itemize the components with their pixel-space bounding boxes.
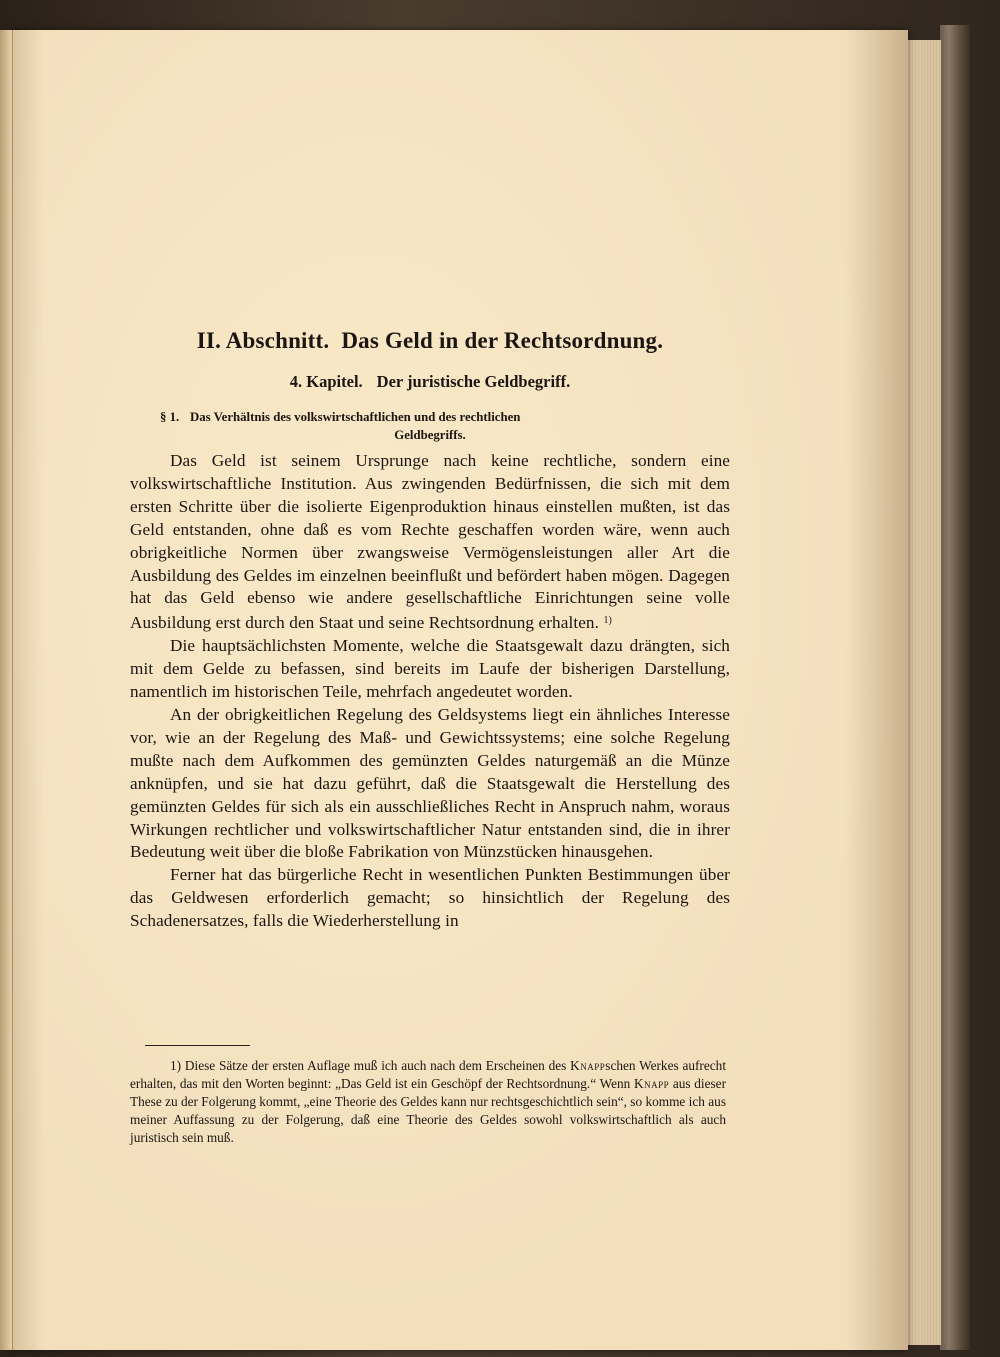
footnote bbox=[130, 1057, 726, 1147]
book-binding bbox=[940, 25, 970, 1350]
paragraph-heading-line1: Das Verhältnis des volkswirtschaftlichen und des rechtlichen bbox=[190, 410, 521, 424]
page-edges bbox=[905, 40, 941, 1345]
footnote-marker: 1) bbox=[170, 1058, 182, 1073]
body-paragraph-2: Die hauptsächlichsten Momente, welche die Staatsgewalt dazu drängten, sich mit dem Gelde zu befassen, sind bereits im Laufe der bisherigen Darstellung, namentlich im historischen Teile, mehrfach angedeutet worden. bbox=[130, 636, 730, 702]
chapter-title-number: 4. Kapitel. bbox=[289, 372, 363, 391]
section-title bbox=[130, 328, 730, 354]
paragraph-number: § 1. bbox=[160, 410, 180, 424]
section-title-text: Das Geld in der Rechtsordnung. bbox=[341, 328, 664, 353]
paragraph-heading bbox=[130, 408, 730, 444]
chapter-title-text: Der juristische Geldbegriff. bbox=[376, 372, 571, 391]
footnote-divider bbox=[145, 1045, 250, 1046]
body-paragraph-4: Ferner hat das bürgerliche Recht in wesentlichen Punkten Bestimmungen über das Geldwesen erforderlich gemacht; so hinsichtlich der Regelung des Schadenersatzes, falls die Wiederherstellung in bbox=[130, 865, 730, 931]
body-paragraph-1-text: Das Geld ist seinem Ursprunge nach keine rechtliche, sondern eine volkswirtschaftliche Institution. Aus zwingenden Bedürfnissen, die sich mit dem ersten Schritte über die isolierte Eigenproduktion hinaus einstellen mußten, ist das Geld entstanden, ohne daß es vom Rechte geschaffen worden wäre, wenn auch obrigkeitliche Normen über zwangsweise Vermögensleistungen aller Art die Ausbildung des Geldes im einzelnen beeinflußt und befördert haben mögen. Dagegen hat das Geld ebenso wie andere gesellschaftliche Einrichtungen seine volle Ausbildung erst durch den Staat und seine Rechtsordnung erhalten. bbox=[130, 451, 730, 633]
body-paragraph-3: An der obrigkeitlichen Regelung des Geldsystems liegt ein ähnliches Interesse vor, wie an der Regelung des Maß- und Gewichtssystems; eine solche Regelung mußte nach dem Aufkommen des gemünzten Geldes naturgemäß an die Münze anknüpfen, und sie hat dazu geführt, daß die Staatsgewalt die Herstellung des gemünzten Geldes für sich als ein ausschließliches Recht in Anspruch nahm, woraus Wirkungen rechtlicher und volkswirtschaftlicher Natur entstanden sind, die in ihrer Bedeutung weit über die bloße Fabrikation von Münzstücken hinausgehen. bbox=[130, 704, 730, 862]
chapter-title bbox=[130, 372, 730, 392]
footnote-author-2: Knapp bbox=[634, 1076, 670, 1091]
paragraph-heading-line2: Geldbegriffs. bbox=[394, 428, 466, 442]
body-paragraph-1 bbox=[130, 450, 730, 635]
footnote-reference: 1) bbox=[603, 615, 612, 627]
page-content bbox=[130, 328, 730, 933]
footnote-author-1: Knapp bbox=[570, 1058, 606, 1073]
footnote-text-c: aus dieser These zu der Folgerung kommt, „eine Theorie des Geldes kann nur rechtsgeschichtlich sein“, so komme ich aus meiner Auffassung zu der Folgerung, daß eine Theorie des Geldes sowohl volkswirtschaftlich als auch juristisch sein muß. bbox=[130, 1076, 726, 1145]
footnote-text-a: Diese Sätze der ersten Auflage muß ich auch nach dem Erscheinen des bbox=[184, 1058, 567, 1073]
previous-page-edge bbox=[0, 30, 13, 1350]
footnote-text-b: schen Werkes aufrecht erhalten, das mit den Worten beginnt: „Das Geld ist ein Geschöpf der Rechtsordnung.“ Wenn bbox=[130, 1058, 727, 1091]
section-title-number: II. Abschnitt. bbox=[196, 328, 330, 353]
